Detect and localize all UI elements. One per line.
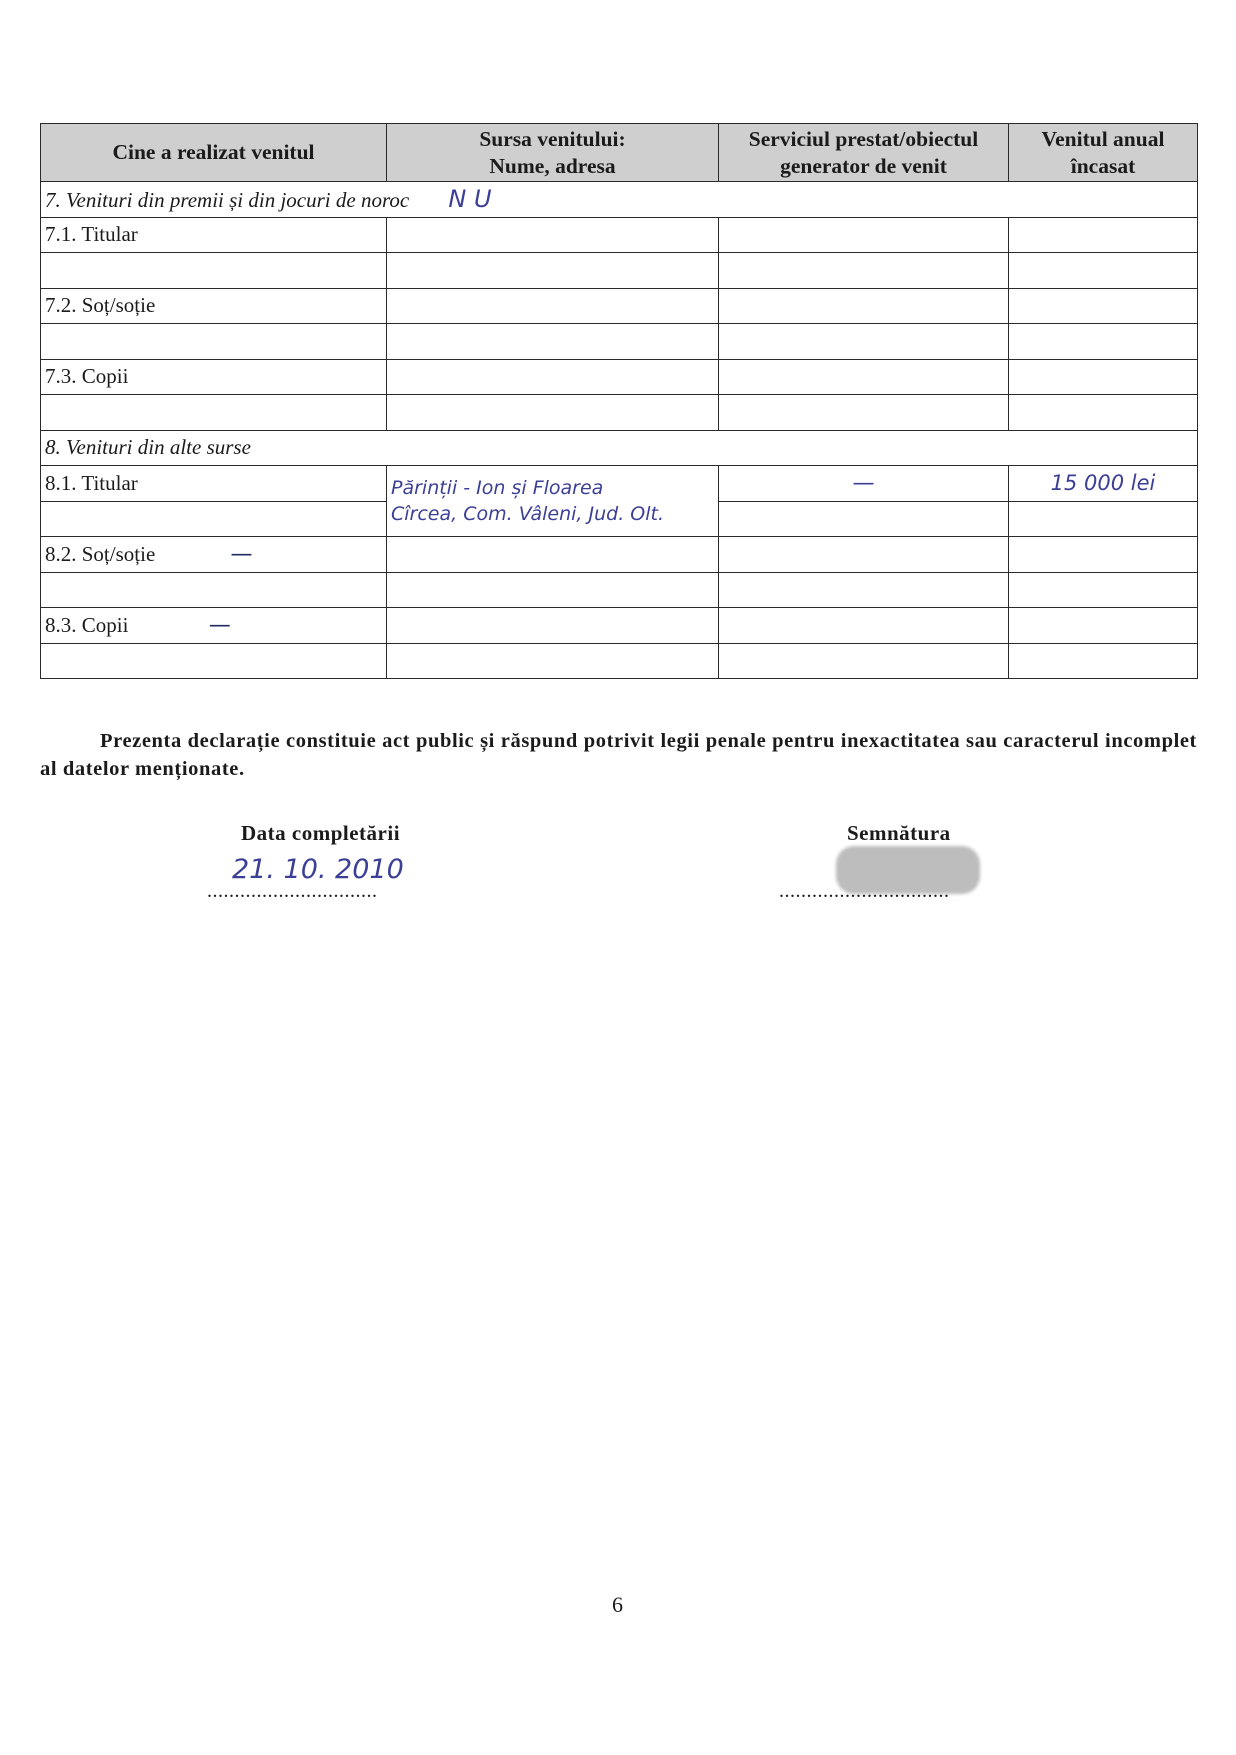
row-7-3-label: 7.3. Copii — [41, 359, 387, 395]
header-service-line: Serviciul prestat/obiectul generator de venit — [748, 126, 979, 178]
cell — [1009, 217, 1198, 253]
table-row — [41, 466, 1198, 502]
cell — [1009, 253, 1198, 289]
cell — [719, 359, 1009, 395]
cell — [387, 395, 719, 431]
header-service — [719, 124, 1009, 182]
row-8-2-cell — [41, 537, 387, 573]
cell — [1009, 608, 1198, 644]
table-row — [41, 324, 1198, 360]
cell — [387, 217, 719, 253]
table-row — [41, 288, 1198, 324]
cell — [719, 572, 1009, 608]
row-8-1-income: 15 000 lei — [1009, 466, 1198, 502]
cell — [41, 324, 387, 360]
cell — [387, 643, 719, 679]
date-dots: ............................... — [207, 880, 378, 902]
section-7-handwritten: N U — [448, 185, 492, 214]
cell — [1009, 537, 1198, 573]
cell — [719, 537, 1009, 573]
cell — [1009, 359, 1198, 395]
cell — [387, 253, 719, 289]
row-8-2-mark: — — [230, 541, 253, 567]
cell — [719, 608, 1009, 644]
cell — [719, 643, 1009, 679]
cell — [719, 395, 1009, 431]
date-label: Data completării — [241, 821, 401, 845]
header-income-line: Venitul anual încasat — [1041, 126, 1165, 178]
header-income — [1009, 124, 1198, 182]
section-7-row — [41, 182, 1198, 218]
cell — [41, 501, 387, 537]
cell — [387, 608, 719, 644]
signature-label: Semnătura — [847, 821, 951, 845]
cell — [387, 288, 719, 324]
cell — [1009, 324, 1198, 360]
header-who — [41, 124, 387, 182]
signature-dots: ............................... — [779, 880, 950, 902]
cell — [719, 501, 1009, 537]
section-7-text: 7. Venituri din premii și din jocuri de noroc — [45, 188, 410, 213]
cell — [41, 572, 387, 608]
table-row — [41, 253, 1198, 289]
row-8-2-label: 8.2. Soț/soție — [45, 541, 156, 566]
cell — [719, 324, 1009, 360]
table-row — [41, 537, 1198, 573]
section-8-title: 8. Venituri din alte surse — [41, 430, 1198, 466]
cell — [41, 395, 387, 431]
table-row — [41, 395, 1198, 431]
row-7-2-label: 7.2. Soț/soție — [41, 288, 387, 324]
header-source — [387, 124, 719, 182]
row-8-1-label: 8.1. Titular — [41, 466, 387, 502]
cell — [719, 253, 1009, 289]
table-row — [41, 359, 1198, 395]
page-number: 6 — [612, 1592, 623, 1617]
cell — [387, 324, 719, 360]
cell — [41, 643, 387, 679]
cell — [387, 537, 719, 573]
header-source-line: Sursa venitului: Nume, adresa — [479, 126, 626, 178]
cell — [1009, 288, 1198, 324]
cell — [1009, 572, 1198, 608]
section-7-title — [41, 182, 1198, 218]
row-8-1-service: — — [719, 466, 1009, 502]
row-7-1-label: 7.1. Titular — [41, 217, 387, 253]
cell — [1009, 501, 1198, 537]
cell — [1009, 643, 1198, 679]
row-8-3-label: 8.3. Copii — [45, 612, 129, 637]
row-8-3-cell — [41, 608, 387, 644]
cell — [387, 359, 719, 395]
row-8-3-mark: — — [208, 612, 231, 638]
cell — [387, 572, 719, 608]
header-who-text: Cine a realizat venitul — [112, 140, 315, 164]
row-8-1-source-line2: Cîrcea, Com. Vâleni, Jud. Olt. — [391, 503, 664, 525]
declaration-text: Prezenta declarație constituie act public și răspund potrivit legii penale pentru inexactitatea sau caracterul incomplet al datelor menționate. — [40, 730, 1197, 780]
cell — [41, 253, 387, 289]
table-row — [41, 217, 1198, 253]
table-row — [41, 608, 1198, 644]
cell — [719, 217, 1009, 253]
cell — [719, 288, 1009, 324]
table-row — [41, 572, 1198, 608]
cell — [1009, 395, 1198, 431]
row-8-1-source — [387, 466, 719, 537]
income-table — [40, 123, 1198, 679]
row-8-1-source-line1: Părinții - Ion și Floarea — [391, 477, 604, 499]
section-8-row — [41, 430, 1198, 466]
table-header-row — [41, 124, 1198, 182]
table-row — [41, 643, 1198, 679]
date-value: 21. 10. 2010 — [232, 854, 404, 885]
